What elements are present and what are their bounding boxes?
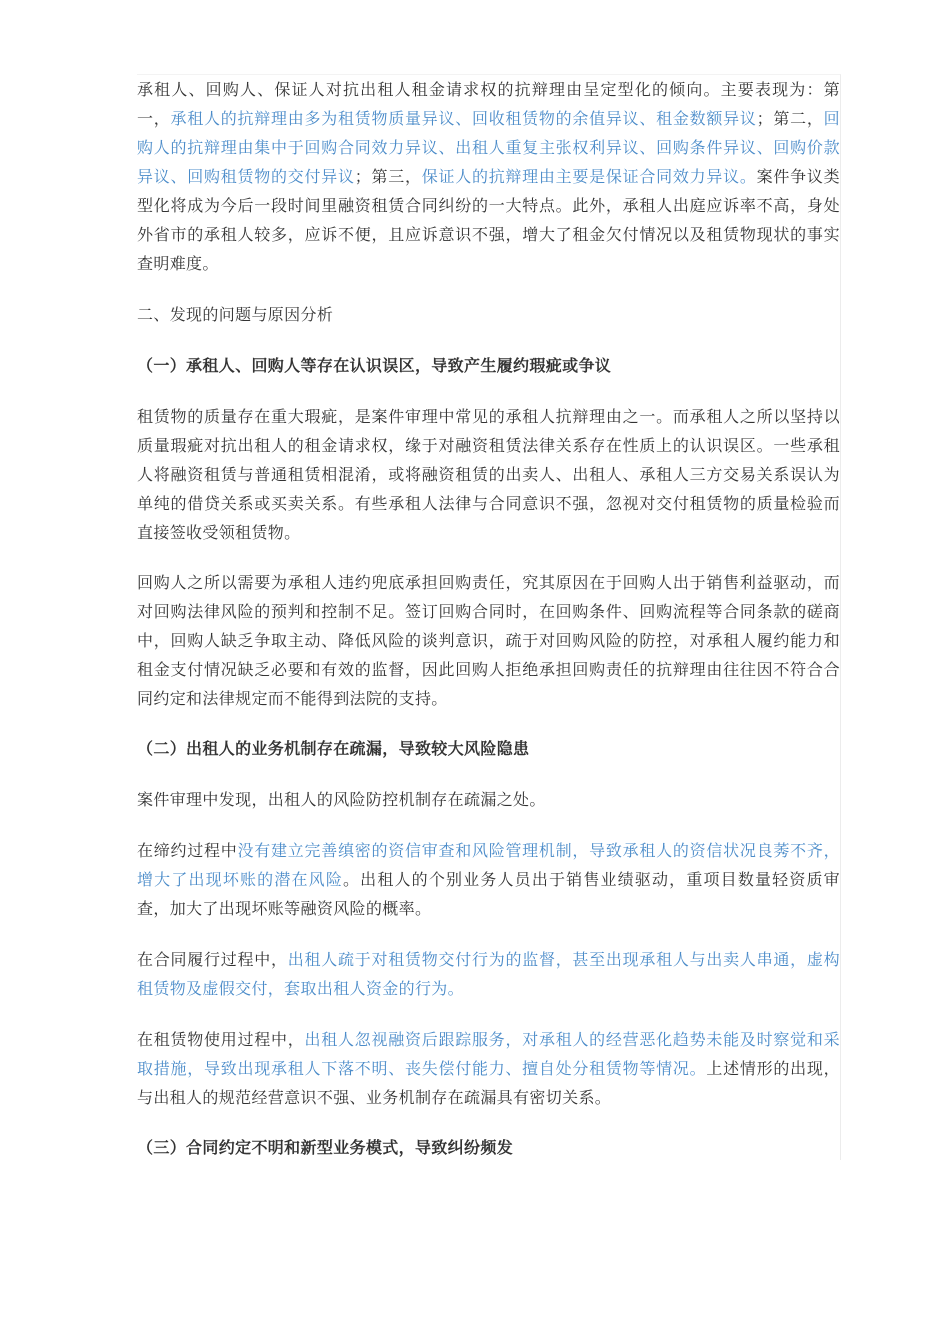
- text-run: 在缔约过程中: [137, 841, 238, 860]
- text-run: 上述情形的出现，与出租人的规范经营意识不强、业务机制存在疏漏具有密切关系。: [137, 1059, 840, 1107]
- paragraph-lessee-misconception: 租赁物的质量存在重大瑕疵，是案件审理中常见的承租人抗辩理由之一。而承租人之所以坚持以质量瑕疵对抗出租人的租金请求权，缘于对融资租赁法律关系存在性质上的认识误区。一些承租人将融资租赁与普通租赁相混淆，或将融资租赁的出卖人、出租人、承租人三方交易关系误认为单纯的借贷关系或买卖关系。有些承租人法律与合同意识不强，忽视对交付租赁物的质量检验而直接签收受领租赁物。: [137, 407, 840, 542]
- paragraph-defense-types: [137, 75, 840, 278]
- paragraph-repurchaser: 回购人之所以需要为承租人违约兜底承担回购责任，究其原因在于回购人出于销售利益驱动，而对回购法律风险的预判和控制不足。签订回购合同时，在回购条件、回购流程等合同条款的磋商中，回购人缺乏争取主动、降低风险的谈判意识，疏于对回购风险的防控，对承租人履约能力和租金支付情况缺乏必要和有效的监督，因此回购人拒绝承担回购责任的抗辩理由往往因不符合合同约定和法律规定而不能得到法院的支持。: [137, 573, 840, 708]
- highlighted-text: 保证人的抗辩理由主要是保证合同效力异议。: [421, 167, 757, 186]
- paragraph-performance: [137, 945, 840, 1003]
- section-heading: 二、发现的问题与原因分析: [137, 305, 334, 324]
- text-run: 案件争议类型化将成为今后一段时间里融资租赁合同纠纷的一大特点。此外，承租人出庭应诉率不高，身处外省市的承租人较多，应诉不便，且应诉意识不强，增大了租金欠付情况以及租赁物现状的事实查明难度。: [137, 167, 840, 273]
- text-run: ；第二，: [756, 109, 824, 128]
- subsection-heading: （二）出租人的业务机制存在疏漏，导致较大风险隐患: [137, 739, 530, 758]
- text-run: 在合同履行过程中，: [137, 950, 288, 969]
- highlighted-text: 没有建立完善缜密的资信审查和风险管理机制，导致承租人的资信状况良莠不齐，增大了出现坏账的潜在风险: [137, 841, 840, 889]
- text-run: 承租人、回购人、保证人对抗出租人租金请求权的抗辩理由呈定型化的倾向。主要表现为：第一，: [137, 80, 840, 128]
- highlighted-text: 出租人疏于对租赁物交付行为的监督，甚至出现承租人与出卖人串通，虚构租赁物及虚假交付，套取出租人资金的行为。: [137, 950, 840, 998]
- highlighted-text: 出租人忽视融资后跟踪服务，对承租人的经营恶化趋势未能及时察觉和采取措施，导致出现承租人下落不明、丧失偿付能力、擅自处分租赁物等情况。: [137, 1030, 840, 1078]
- highlighted-text: 回购人的抗辩理由集中于回购合同效力异议、出租人重复主张权利异议、回购条件异议、回购价款异议、回购租赁物的交付异议: [137, 109, 840, 186]
- text-run: ；第三，: [354, 167, 422, 186]
- subsection-heading: （一）承租人、回购人等存在认识误区，导致产生履约瑕疵或争议: [137, 356, 612, 375]
- article-body: [137, 74, 841, 1160]
- highlighted-text: 承租人的抗辩理由多为租赁物质量异议、回收租赁物的余值异议、租金数额异议: [170, 109, 757, 128]
- paragraph-risk-control: 案件审理中发现，出租人的风险防控机制存在疏漏之处。: [137, 790, 546, 809]
- paragraph-usage: [137, 1025, 840, 1112]
- text-run: 在租赁物使用过程中，: [137, 1030, 305, 1049]
- text-run: 。出租人的个别业务人员出于销售业绩驱动，重项目数量轻资质审查，加大了出现坏账等融资风险的概率。: [137, 870, 840, 918]
- paragraph-contracting: [137, 836, 840, 923]
- subsection-heading: （三）合同约定不明和新型业务模式，导致纠纷频发: [137, 1138, 514, 1157]
